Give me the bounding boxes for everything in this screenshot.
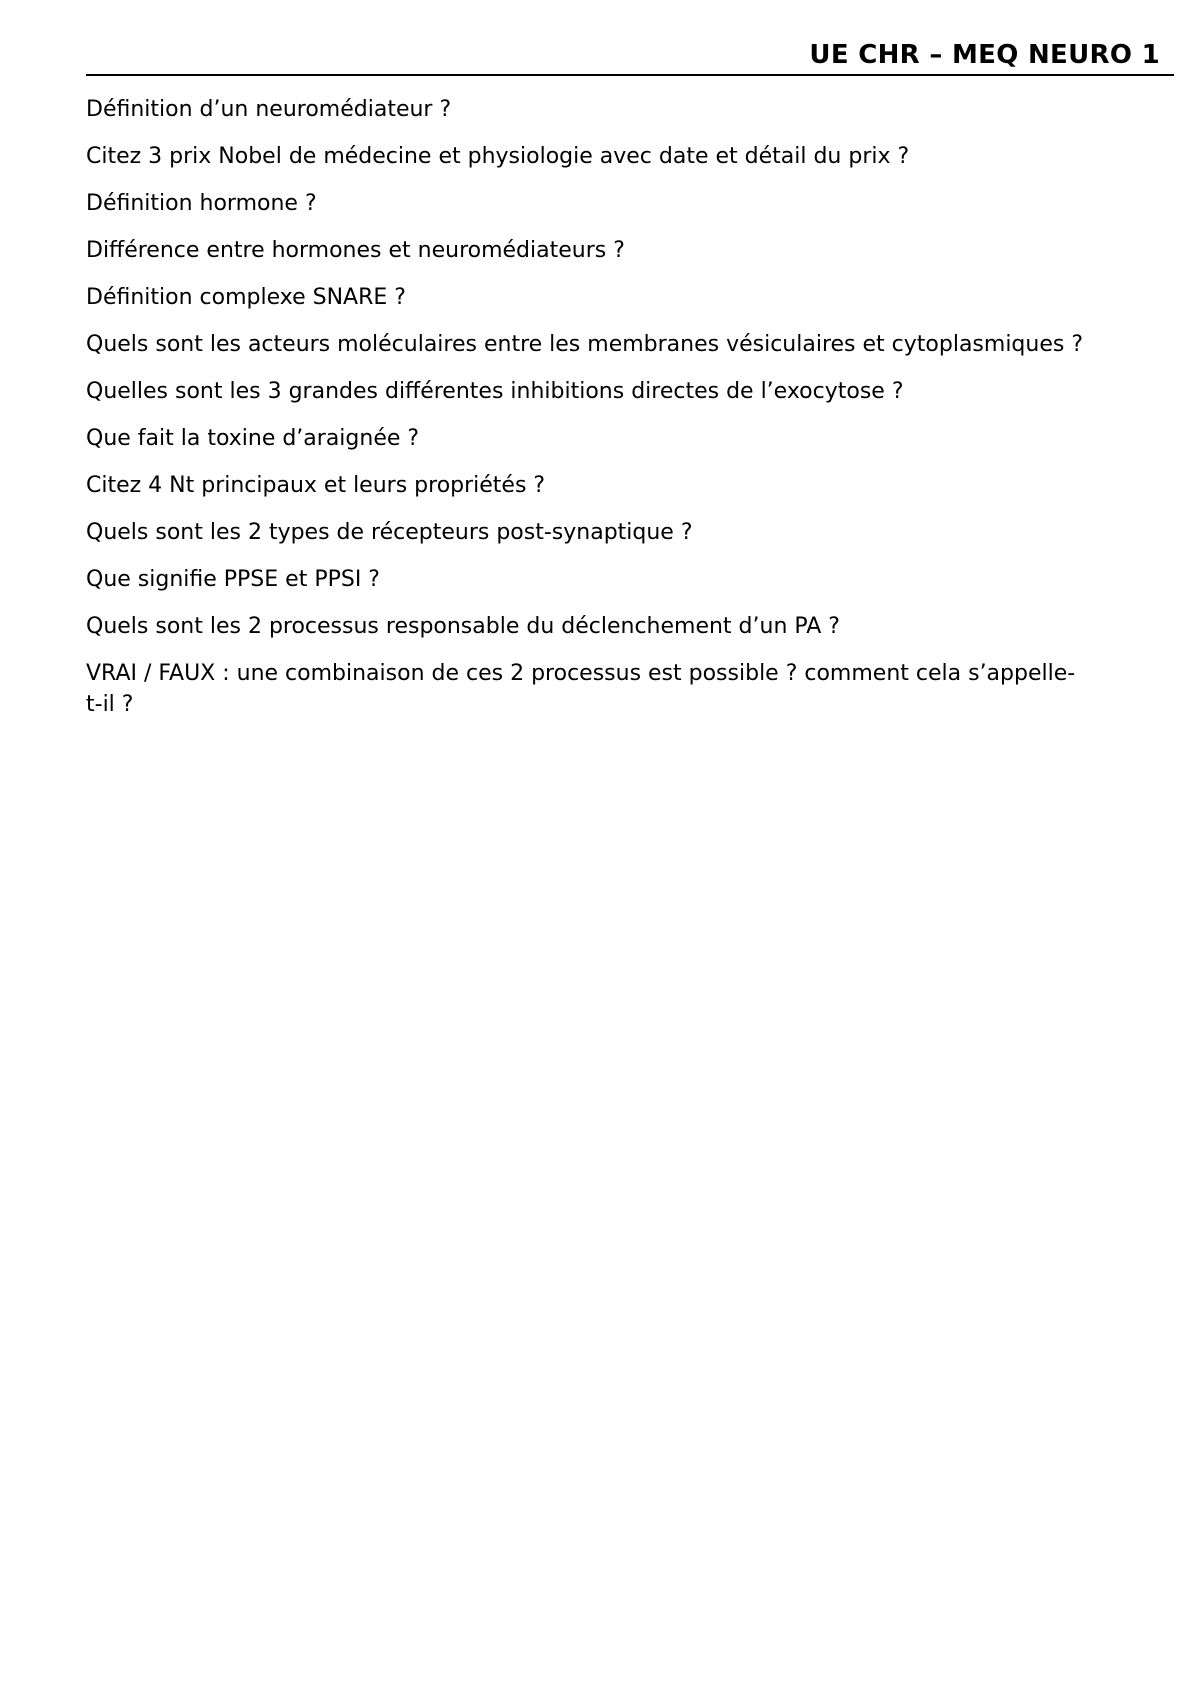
question-item: Citez 4 Nt principaux et leurs propriétés ? bbox=[86, 473, 546, 498]
question-item: Définition complexe SNARE ? bbox=[86, 285, 406, 310]
question-item: Citez 3 prix Nobel de médecine et physiologie avec date et détail du prix ? bbox=[86, 144, 910, 169]
question-item: Quels sont les 2 processus responsable du déclenchement d’un PA ? bbox=[86, 614, 840, 639]
question-item: Définition d’un neuromédiateur ? bbox=[86, 97, 452, 122]
question-item: Que fait la toxine d’araignée ? bbox=[86, 426, 420, 451]
question-item: VRAI / FAUX : une combinaison de ces 2 processus est possible ? comment cela s’appelle-t-il ? bbox=[86, 661, 1076, 717]
question-item: Différence entre hormones et neuromédiateurs ? bbox=[86, 238, 625, 263]
question-list bbox=[86, 94, 1086, 736]
question-item: Quels sont les acteurs moléculaires entre les membranes vésiculaires et cytoplasmiques ? bbox=[86, 332, 1084, 357]
question-item: Définition hormone ? bbox=[86, 191, 317, 216]
question-item: Quelles sont les 3 grandes différentes inhibitions directes de l’exocytose ? bbox=[86, 379, 904, 404]
header-title: UE CHR – MEQ NEURO 1 bbox=[809, 40, 1160, 70]
question-item: Quels sont les 2 types de récepteurs post-synaptique ? bbox=[86, 520, 693, 545]
question-item: Que signifie PPSE et PPSI ? bbox=[86, 567, 380, 592]
page-header bbox=[86, 36, 1174, 76]
